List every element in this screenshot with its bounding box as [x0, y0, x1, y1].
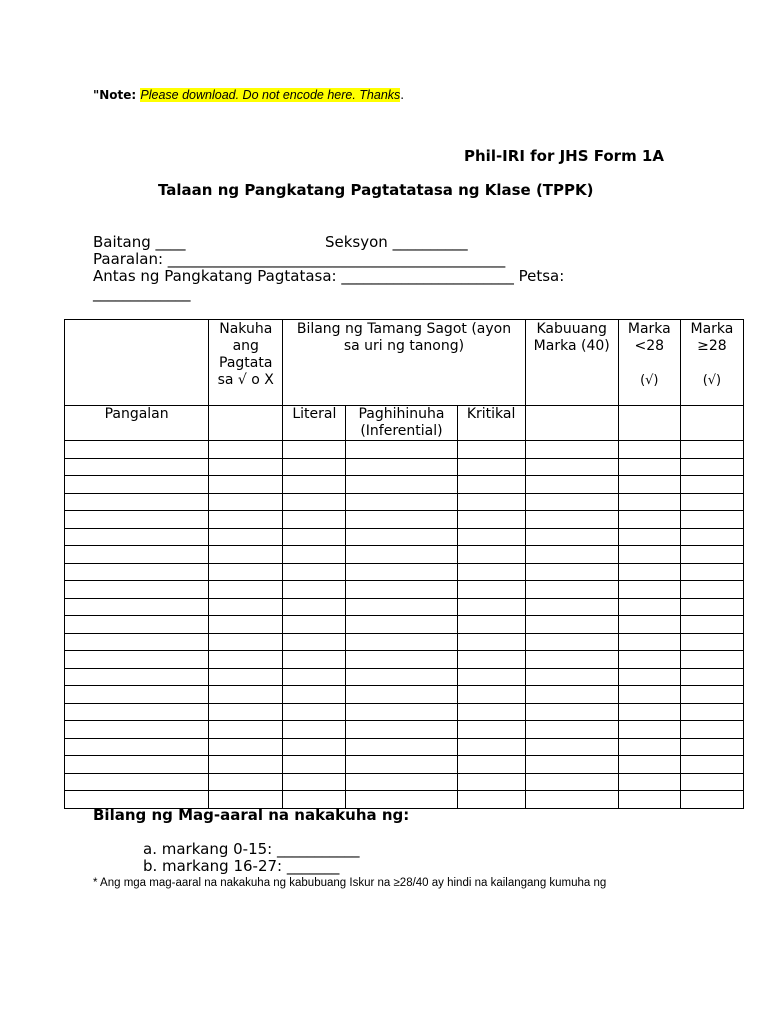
table-cell[interactable] [618, 668, 680, 686]
table-cell[interactable] [618, 633, 680, 651]
table-cell[interactable] [680, 581, 743, 599]
table-cell[interactable] [618, 773, 680, 791]
header-paghihinuha: Paghihinuha (Inferential) [346, 406, 457, 441]
table-cell[interactable] [65, 773, 209, 791]
table-cell[interactable] [525, 546, 618, 564]
header-nakuha: Nakuha ang Pagtata sa √ o X [209, 320, 283, 406]
table-cell[interactable] [209, 651, 283, 669]
table-cell[interactable] [209, 756, 283, 774]
table-cell[interactable] [283, 581, 346, 599]
table-cell[interactable] [457, 511, 525, 529]
table-cell[interactable] [525, 441, 618, 459]
table-cell[interactable] [525, 791, 618, 809]
table-row [65, 703, 744, 721]
form-id: Phil-IRI for JHS Form 1A [464, 147, 664, 165]
antas-field[interactable]: Antas ng Pangkatang Pagtatasa: _______________________ Petsa: [93, 267, 565, 285]
table-body [65, 441, 744, 809]
table-cell[interactable] [457, 738, 525, 756]
table-row [65, 441, 744, 459]
table-cell[interactable] [457, 581, 525, 599]
table-cell[interactable] [457, 633, 525, 651]
table-row [65, 493, 744, 511]
table-cell[interactable] [457, 598, 525, 616]
table-cell[interactable] [346, 563, 457, 581]
marka-lt-label: Marka <28 [627, 321, 671, 354]
table-cell[interactable] [65, 738, 209, 756]
table-cell[interactable] [209, 546, 283, 564]
table-cell[interactable] [283, 511, 346, 529]
table-row [65, 668, 744, 686]
table-cell[interactable] [346, 703, 457, 721]
table-cell[interactable] [680, 598, 743, 616]
tppk-table [64, 319, 744, 809]
table-cell[interactable] [346, 773, 457, 791]
table-row [65, 738, 744, 756]
table-cell[interactable] [618, 721, 680, 739]
table-cell[interactable] [346, 756, 457, 774]
table-cell[interactable] [209, 668, 283, 686]
table-row [65, 686, 744, 704]
table-cell[interactable] [680, 528, 743, 546]
table-cell[interactable] [283, 633, 346, 651]
table-cell[interactable] [457, 756, 525, 774]
table-cell[interactable] [618, 686, 680, 704]
table-cell[interactable] [65, 546, 209, 564]
table-cell[interactable] [283, 721, 346, 739]
table-cell[interactable] [283, 563, 346, 581]
table-cell[interactable] [525, 756, 618, 774]
header-sub-blank [618, 406, 680, 441]
summary-item-a[interactable]: a. markang 0-15: ___________ [143, 840, 360, 858]
table-row [65, 616, 744, 634]
table-cell[interactable] [65, 476, 209, 494]
table-cell[interactable] [283, 616, 346, 634]
table-cell[interactable] [209, 633, 283, 651]
table-cell[interactable] [525, 458, 618, 476]
header-bilang: Bilang ng Tamang Sagot (ayon sa uri ng tanong) [283, 320, 525, 406]
header-sub-blank [525, 406, 618, 441]
table-cell[interactable] [457, 668, 525, 686]
table-cell[interactable] [618, 738, 680, 756]
table-cell[interactable] [680, 546, 743, 564]
table-cell[interactable] [525, 738, 618, 756]
table-cell[interactable] [283, 441, 346, 459]
header-literal: Literal [283, 406, 346, 441]
table-cell[interactable] [346, 546, 457, 564]
table-cell[interactable] [209, 773, 283, 791]
table-cell[interactable] [457, 703, 525, 721]
note [93, 88, 404, 102]
note-highlight: Please download. Do not encode here. Thanks [140, 88, 401, 102]
table-cell[interactable] [65, 686, 209, 704]
table-cell[interactable] [457, 686, 525, 704]
table-cell[interactable] [209, 703, 283, 721]
marka-ge-check: (√) [702, 373, 722, 388]
header-marka-lt [618, 320, 680, 406]
table-cell[interactable] [457, 651, 525, 669]
table-cell[interactable] [346, 441, 457, 459]
table-cell[interactable] [680, 633, 743, 651]
table-row [65, 458, 744, 476]
table-cell[interactable] [346, 581, 457, 599]
footnote: * Ang mga mag-aaral na nakakuha ng kabubuang Iskur na ≥28/40 ay hindi na kailangang kumuha ng [93, 877, 607, 889]
table-cell[interactable] [680, 773, 743, 791]
table-cell[interactable] [525, 581, 618, 599]
table-cell[interactable] [346, 721, 457, 739]
table-cell[interactable] [65, 458, 209, 476]
table-cell[interactable] [618, 441, 680, 459]
table-cell[interactable] [209, 581, 283, 599]
table-cell[interactable] [457, 721, 525, 739]
table-cell[interactable] [457, 493, 525, 511]
table-cell[interactable] [283, 773, 346, 791]
table-row [65, 511, 744, 529]
table-cell[interactable] [680, 703, 743, 721]
table-cell[interactable] [65, 581, 209, 599]
table-cell[interactable] [618, 546, 680, 564]
table-cell[interactable] [457, 528, 525, 546]
table-cell[interactable] [525, 668, 618, 686]
table-cell[interactable] [283, 493, 346, 511]
table-cell[interactable] [209, 458, 283, 476]
table-row [65, 598, 744, 616]
table-cell[interactable] [209, 616, 283, 634]
header-kabuuang: Kabuuang Marka (40) [525, 320, 618, 406]
table-cell[interactable] [525, 633, 618, 651]
table-cell[interactable] [209, 686, 283, 704]
table-cell[interactable] [346, 458, 457, 476]
table-cell[interactable] [525, 773, 618, 791]
table-cell[interactable] [525, 563, 618, 581]
petsa-field[interactable]: _____________ [93, 284, 191, 302]
page-title: Talaan ng Pangkatang Pagtatatasa ng Klase (TPPK) [158, 181, 594, 199]
table-cell[interactable] [618, 791, 680, 809]
table-cell[interactable] [65, 633, 209, 651]
table-row [65, 546, 744, 564]
table-cell[interactable] [525, 686, 618, 704]
table-cell[interactable] [65, 703, 209, 721]
table-cell[interactable] [618, 616, 680, 634]
table-cell[interactable] [65, 721, 209, 739]
table-cell[interactable] [65, 528, 209, 546]
note-suffix: . [400, 88, 405, 102]
table-row [65, 476, 744, 494]
table-cell[interactable] [283, 476, 346, 494]
table-cell[interactable] [525, 616, 618, 634]
table-cell[interactable] [680, 476, 743, 494]
table-cell[interactable] [457, 458, 525, 476]
table-cell[interactable] [209, 493, 283, 511]
table-cell[interactable] [618, 458, 680, 476]
table-row [65, 633, 744, 651]
header-sub-blank [209, 406, 283, 441]
table-cell[interactable] [525, 476, 618, 494]
table-cell[interactable] [457, 791, 525, 809]
marka-ge-label: Marka ≥28 [690, 321, 734, 354]
table-cell[interactable] [283, 738, 346, 756]
header-sub-blank [680, 406, 743, 441]
header-blank-cell [65, 320, 209, 406]
table-row [65, 756, 744, 774]
table-cell[interactable] [346, 511, 457, 529]
table-cell[interactable] [618, 563, 680, 581]
table-row [65, 773, 744, 791]
table-cell[interactable] [525, 528, 618, 546]
table-cell[interactable] [209, 511, 283, 529]
header-kritikal: Kritikal [457, 406, 525, 441]
seksyon-field[interactable]: Seksyon __________ [325, 233, 468, 251]
table-cell[interactable] [680, 563, 743, 581]
table-cell[interactable] [680, 458, 743, 476]
table-cell[interactable] [346, 598, 457, 616]
baitang-field[interactable]: Baitang ____ [93, 233, 186, 251]
summary-title: Bilang ng Mag-aaral na nakakuha ng: [93, 806, 410, 824]
table-cell[interactable] [209, 598, 283, 616]
table-cell[interactable] [680, 651, 743, 669]
table-cell[interactable] [680, 493, 743, 511]
table-cell[interactable] [618, 581, 680, 599]
table-cell[interactable] [680, 721, 743, 739]
table-cell[interactable] [618, 511, 680, 529]
table-row [65, 651, 744, 669]
header-pangalan: Pangalan [65, 406, 209, 441]
table-cell[interactable] [618, 598, 680, 616]
table-cell[interactable] [525, 651, 618, 669]
marka-lt-check: (√) [640, 373, 659, 388]
table-cell[interactable] [525, 598, 618, 616]
table-cell[interactable] [209, 528, 283, 546]
table-cell[interactable] [457, 563, 525, 581]
table-cell[interactable] [283, 668, 346, 686]
table-cell[interactable] [65, 668, 209, 686]
table-cell[interactable] [65, 563, 209, 581]
table-cell[interactable] [283, 651, 346, 669]
table-cell[interactable] [618, 493, 680, 511]
table-cell[interactable] [346, 668, 457, 686]
table-cell[interactable] [680, 686, 743, 704]
table-cell[interactable] [525, 493, 618, 511]
table-cell[interactable] [618, 703, 680, 721]
table-cell[interactable] [457, 773, 525, 791]
table-cell[interactable] [283, 458, 346, 476]
table-row [65, 563, 744, 581]
table-cell[interactable] [680, 756, 743, 774]
header-marka-ge [680, 320, 743, 406]
table-cell[interactable] [346, 738, 457, 756]
table-cell[interactable] [618, 756, 680, 774]
table-row [65, 721, 744, 739]
table-cell[interactable] [680, 791, 743, 809]
table-cell[interactable] [457, 441, 525, 459]
table-row [65, 581, 744, 599]
table-cell[interactable] [346, 686, 457, 704]
table-cell[interactable] [346, 528, 457, 546]
table-cell[interactable] [457, 476, 525, 494]
table-cell[interactable] [209, 738, 283, 756]
table-cell[interactable] [525, 721, 618, 739]
table-cell[interactable] [65, 493, 209, 511]
table-cell[interactable] [680, 668, 743, 686]
table-cell[interactable] [65, 598, 209, 616]
table-cell[interactable] [65, 651, 209, 669]
table-cell[interactable] [618, 651, 680, 669]
table-cell[interactable] [525, 511, 618, 529]
table-cell[interactable] [283, 546, 346, 564]
table-cell[interactable] [618, 528, 680, 546]
table-cell[interactable] [346, 651, 457, 669]
table-cell[interactable] [209, 563, 283, 581]
paaralan-field[interactable]: Paaralan: _____________________________________________ [93, 250, 506, 268]
table-cell[interactable] [346, 493, 457, 511]
note-prefix: "Note: [93, 88, 141, 102]
table-row [65, 528, 744, 546]
table-cell[interactable] [209, 721, 283, 739]
table-cell[interactable] [680, 616, 743, 634]
table-cell[interactable] [346, 616, 457, 634]
table-cell[interactable] [209, 441, 283, 459]
table-cell[interactable] [346, 476, 457, 494]
table-cell[interactable] [209, 476, 283, 494]
table-cell[interactable] [283, 598, 346, 616]
table-cell[interactable] [283, 528, 346, 546]
table-cell[interactable] [65, 616, 209, 634]
table-cell[interactable] [525, 703, 618, 721]
table-cell[interactable] [65, 511, 209, 529]
table-cell[interactable] [680, 511, 743, 529]
table-cell[interactable] [283, 756, 346, 774]
table-cell[interactable] [283, 686, 346, 704]
summary-item-b[interactable]: b. markang 16-27: _______ [143, 857, 340, 875]
table-cell[interactable] [680, 441, 743, 459]
table-cell[interactable] [283, 703, 346, 721]
table-cell[interactable] [346, 633, 457, 651]
table-cell[interactable] [65, 756, 209, 774]
table-cell[interactable] [457, 616, 525, 634]
table-cell[interactable] [618, 476, 680, 494]
table-cell[interactable] [65, 441, 209, 459]
table-cell[interactable] [680, 738, 743, 756]
table-cell[interactable] [457, 546, 525, 564]
